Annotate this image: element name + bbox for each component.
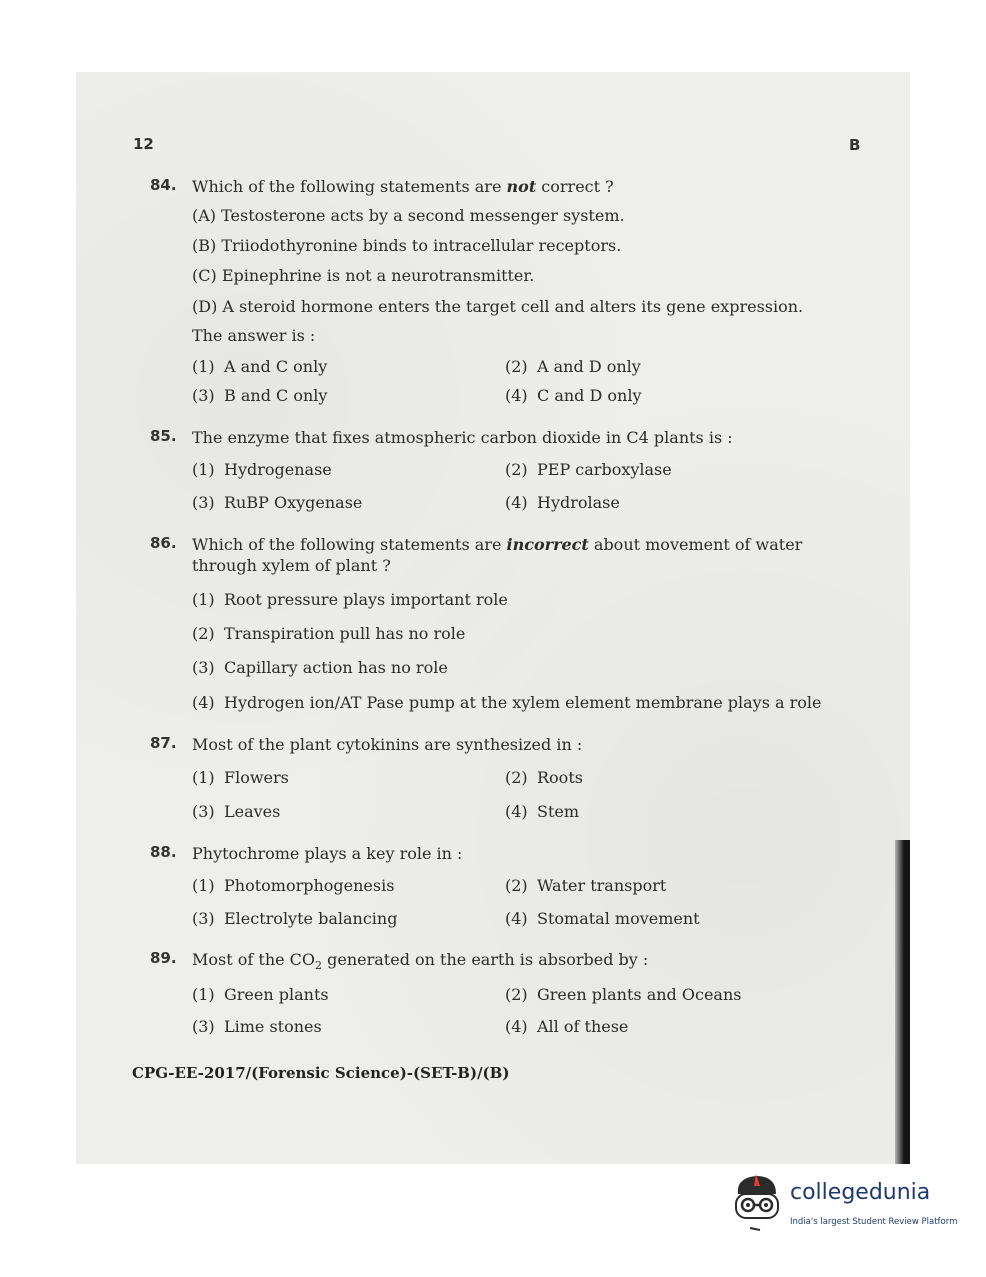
option: (2) Green plants and Oceans <box>505 985 742 1004</box>
option: (3) Electrolyte balancing <box>192 909 398 928</box>
statement-b: (B) Triiodothyronine binds to intracellular receptors. <box>192 236 622 255</box>
question-number: 89. <box>150 949 177 967</box>
option: (1) Hydrogenase <box>192 460 332 479</box>
brand-tagline: India's largest Student Review Platform <box>790 1217 958 1227</box>
option: (4) C and D only <box>505 386 642 405</box>
option: (1) A and C only <box>192 357 328 376</box>
option: (4) Hydrogen ion/AT Pase pump at the xylem element membrane plays a role <box>192 693 822 712</box>
option: (1) Flowers <box>192 768 289 787</box>
paper-code-footer: CPG-EE-2017/(Forensic Science)-(SET-B)/(B) <box>132 1064 510 1082</box>
option: (3) Capillary action has no role <box>192 658 448 677</box>
option: (1) Green plants <box>192 985 329 1004</box>
option: (3) Lime stones <box>192 1017 322 1036</box>
option: (4) Stem <box>505 802 580 821</box>
question-text: Most of the plant cytokinins are synthesized in : <box>192 735 583 754</box>
question-number: 87. <box>150 734 177 752</box>
option: (2) Roots <box>505 768 583 787</box>
question-text: Phytochrome plays a key role in : <box>192 844 463 863</box>
set-letter: B <box>849 136 861 154</box>
question-text: Most of the $CO_2$ generated on the earth is absorbed by : <box>192 950 649 973</box>
answer-prompt: The answer is : <box>192 326 316 345</box>
statement-a: (A) Testosterone acts by a second messenger system. <box>192 206 625 225</box>
question-number: 88. <box>150 843 177 861</box>
option: (4) All of these <box>505 1017 629 1036</box>
option: (2) Water transport <box>505 876 667 895</box>
option: (3) RuBP Oxygenase <box>192 493 363 512</box>
question-number: 86. <box>150 534 177 552</box>
page-edge-shadow <box>895 840 910 1164</box>
option: (2) PEP carboxylase <box>505 460 672 479</box>
question-number: 84. <box>150 176 177 194</box>
option: (4) Hydrolase <box>505 493 620 512</box>
question-text: Which of the following statements are not correct ? <box>192 177 614 196</box>
option: (3) B and C only <box>192 386 328 405</box>
statement-d: (D) A steroid hormone enters the target cell and alters its gene expression. <box>192 297 804 316</box>
collegedunia-logo[interactable] <box>730 1172 960 1242</box>
option: (1) Root pressure plays important role <box>192 590 508 609</box>
statement-c: (C) Epinephrine is not a neurotransmitter. <box>192 266 535 285</box>
question-text: The enzyme that fixes atmospheric carbon dioxide in C4 plants is : <box>192 428 733 447</box>
option: (3) Leaves <box>192 802 281 821</box>
option: (2) A and D only <box>505 357 641 376</box>
option: (4) Stomatal movement <box>505 909 700 928</box>
mascot-icon <box>730 1172 786 1234</box>
page-number: 12 <box>133 135 154 153</box>
brand-name: collegedunia <box>790 1180 931 1205</box>
question-text: Which of the following statements are incorrect about movement of water through xylem of plant ? <box>192 535 803 575</box>
option: (2) Transpiration pull has no role <box>192 624 466 643</box>
question-number: 85. <box>150 427 177 445</box>
option: (1) Photomorphogenesis <box>192 876 395 895</box>
